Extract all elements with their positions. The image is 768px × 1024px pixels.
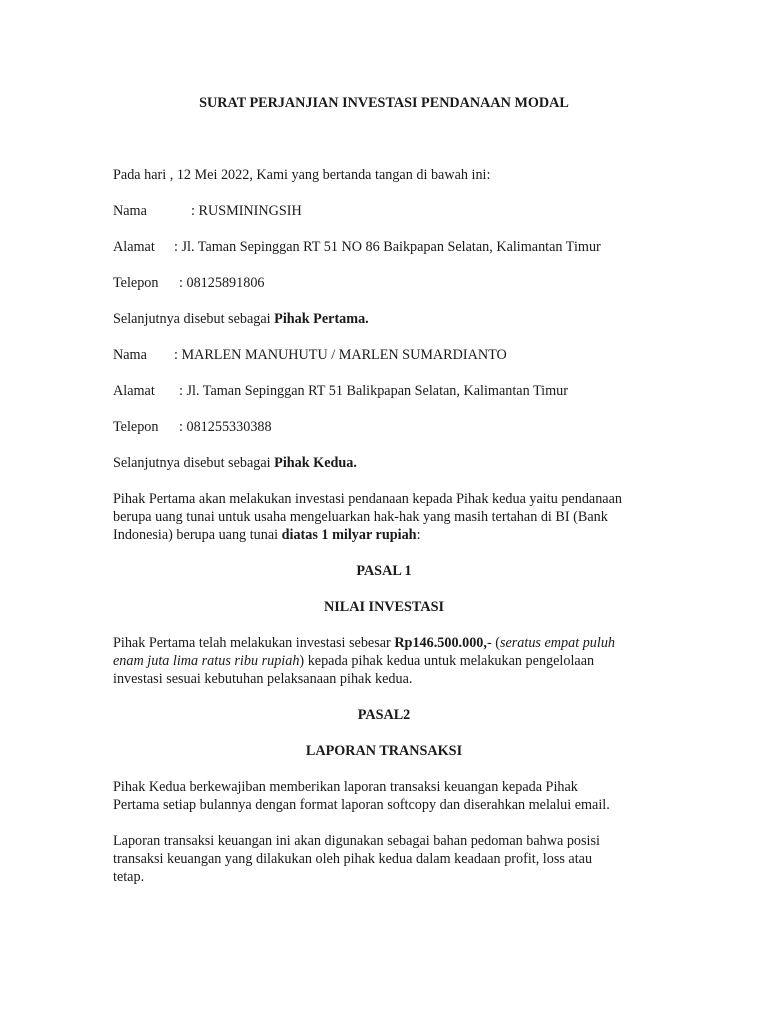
- party2-alamat-value: : Jl. Taman Sepinggan RT 51 Balikpapan Selatan, Kalimantan Timur: [179, 383, 568, 399]
- pasal1-line-2-suffix: ) kepada pihak kedua untuk melakukan pengelolaan: [299, 653, 595, 669]
- pasal1-heading: PASAL 1: [356, 563, 412, 579]
- pasal1-line-1-prefix: Pihak Pertama telah melakukan investasi sebesar: [113, 635, 395, 651]
- intro-line-2: berupa uang tunai untuk usaha mengeluarkan hak-hak yang masih tertahan di BI (Bank: [113, 509, 608, 525]
- party2-telepon-value: : 081255330388: [179, 419, 272, 435]
- party2-designation-prefix: Selanjutnya disebut sebagai: [113, 455, 275, 471]
- pasal2-p2-line-3: tetap.: [113, 869, 145, 885]
- pasal2-p2-line-1: Laporan transaksi keuangan ini akan digunakan sebagai bahan pedoman bahwa posisi: [113, 833, 600, 849]
- pasal1-amount: Rp146.500.000,: [394, 635, 487, 651]
- party1-designation-name: Pihak Pertama.: [274, 311, 369, 327]
- document-title: SURAT PERJANJIAN INVESTASI PENDANAAN MODAL: [199, 95, 569, 111]
- party1-telepon-row: [113, 274, 265, 292]
- intro-line-3: [113, 526, 421, 544]
- party1-alamat-value: : Jl. Taman Sepinggan RT 51 NO 86 Baikpapan Selatan, Kalimantan Timur: [174, 239, 601, 255]
- party1-nama-row: [113, 202, 302, 220]
- party2-alamat-label: Alamat: [113, 383, 155, 399]
- party2-nama-row: [113, 346, 507, 364]
- pasal1-line-2: [113, 652, 594, 670]
- pasal2-heading: PASAL2: [357, 707, 411, 723]
- party2-nama-value: : MARLEN MANUHUTU / MARLEN SUMARDIANTO: [174, 347, 507, 363]
- party1-nama-value: : RUSMININGSIH: [191, 203, 302, 219]
- intro-amount: diatas 1 milyar rupiah: [281, 527, 417, 543]
- party1-alamat-row: [113, 238, 601, 256]
- pasal2-p1-line-2: Pertama setiap bulannya dengan format laporan softcopy dan diserahkan melalui email.: [113, 797, 610, 813]
- party1-telepon-label: Telepon: [113, 275, 159, 291]
- pasal2-p2-line-2: transaksi keuangan yang dilakukan oleh pihak kedua dalam keadaan profit, loss atau: [113, 851, 593, 867]
- pasal2-p1-line-1: Pihak Kedua berkewajiban memberikan laporan transaksi keuangan kepada Pihak: [113, 779, 578, 795]
- party2-nama-label: Nama: [113, 347, 147, 363]
- party2-designation: [113, 454, 357, 472]
- party1-nama-label: Nama: [113, 203, 147, 219]
- party2-designation-name: Pihak Kedua.: [274, 455, 357, 471]
- party1-telepon-value: : 08125891806: [179, 275, 265, 291]
- pasal1-line-1-mid: - (: [486, 635, 500, 651]
- party1-alamat-label: Alamat: [113, 239, 155, 255]
- party2-telepon-row: [113, 418, 272, 436]
- party1-designation-prefix: Selanjutnya disebut sebagai: [113, 311, 275, 327]
- opening-statement: Pada hari , 12 Mei 2022, Kami yang bertanda tangan di bawah ini:: [113, 167, 491, 183]
- pasal1-line-3: investasi sesuai kebutuhan pelaksanaan pihak kedua.: [113, 671, 413, 687]
- party2-telepon-label: Telepon: [113, 419, 159, 435]
- intro-line-3-prefix: Indonesia) berupa uang tunai: [113, 527, 282, 543]
- pasal1-amount-words-1: seratus empat puluh: [499, 635, 616, 651]
- pasal1-amount-words-2: enam juta lima ratus ribu rupiah: [113, 653, 300, 669]
- pasal1-line-1: [113, 634, 615, 652]
- intro-line-3-suffix: :: [416, 527, 421, 543]
- pasal1-subheading: NILAI INVESTASI: [324, 599, 444, 615]
- party2-alamat-row: [113, 382, 568, 400]
- pasal2-subheading: LAPORAN TRANSAKSI: [305, 743, 463, 759]
- intro-line-1: Pihak Pertama akan melakukan investasi pendanaan kepada Pihak kedua yaitu pendanaan: [113, 491, 622, 507]
- party1-designation: [113, 310, 369, 328]
